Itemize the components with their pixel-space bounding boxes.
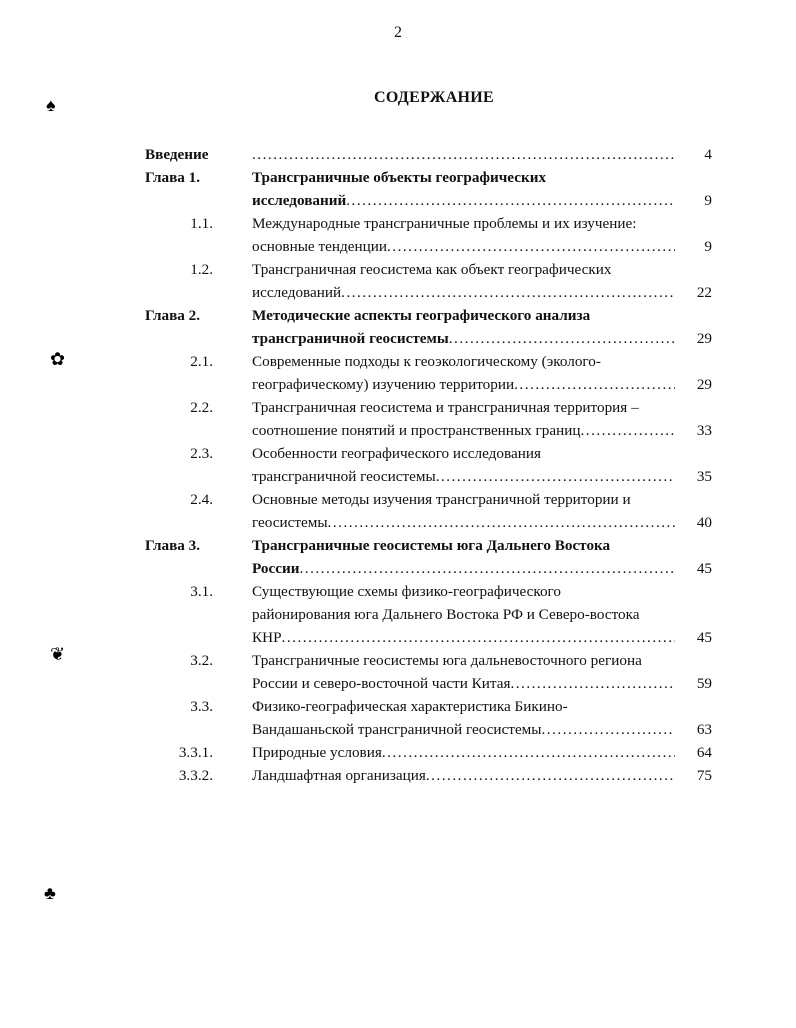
toc-page-number: 64 xyxy=(696,744,712,761)
toc-page-number: 40 xyxy=(696,514,712,531)
toc-entry-title: России xyxy=(252,560,300,577)
dot-leader xyxy=(328,511,675,534)
toc-page-number: 9 xyxy=(704,238,712,255)
toc-entry-title: Вандашаньской трансграничной геосистемы xyxy=(252,721,542,738)
toc-section-entry xyxy=(0,396,796,442)
dot-leader xyxy=(542,718,676,741)
toc-page-number: 33 xyxy=(696,422,712,439)
toc-page-number: 9 xyxy=(704,192,712,209)
toc-section-entry xyxy=(0,580,796,649)
toc-entry-title: географическому) изучению территории xyxy=(252,376,515,393)
toc-section-entry xyxy=(0,488,796,534)
toc-page-number: 75 xyxy=(696,767,712,784)
toc-page-number: 29 xyxy=(696,330,712,347)
toc-entry-number: 3.1. xyxy=(190,583,213,600)
toc-entry-title: исследований xyxy=(252,192,347,209)
toc-section-entry xyxy=(0,442,796,488)
scan-mark-icon: ✿ xyxy=(50,349,66,369)
scan-mark-icon: ♠ xyxy=(46,95,56,115)
toc-entry-title: Существующие схемы физико-географического xyxy=(252,583,561,600)
dot-leader xyxy=(299,557,675,580)
page-title: СОДЕРЖАНИЕ xyxy=(373,89,495,106)
toc-entry-number: 3.3. xyxy=(190,698,213,715)
toc-entry-number: Глава 1. xyxy=(145,169,201,186)
toc-entry-number: 2.1. xyxy=(190,353,213,370)
dot-leader xyxy=(510,672,675,695)
toc-entry-title: Физико-географическая характеристика Бикино- xyxy=(252,698,568,715)
toc-entry-title: Международные трансграничные проблемы и их изучение: xyxy=(252,215,637,232)
toc-entry-number: 3.3.1. xyxy=(178,744,213,761)
dot-leader xyxy=(514,373,675,396)
toc-section-entry xyxy=(0,350,796,396)
toc-chapter-entry xyxy=(0,143,796,166)
toc-section-entry xyxy=(0,649,796,695)
toc-entry-title: исследований xyxy=(252,284,342,301)
page-number: 2 xyxy=(394,24,402,41)
dot-leader xyxy=(346,189,675,212)
toc-entry-title: Ландшафтная организация xyxy=(252,767,426,784)
toc-entry-number: Глава 2. xyxy=(145,307,201,324)
toc-section-entry xyxy=(0,258,796,304)
dot-leader xyxy=(580,419,675,442)
toc-chapter-entry xyxy=(0,166,796,212)
toc-entry-number: 2.2. xyxy=(190,399,213,416)
table-of-contents xyxy=(0,143,796,787)
toc-entry-number: 2.4. xyxy=(190,491,213,508)
toc-entry-title: трансграничной геосистемы xyxy=(252,468,436,485)
toc-entry-title: России и северо-восточной части Китая xyxy=(252,675,511,692)
toc-entry-title: трансграничной геосистемы xyxy=(252,330,449,347)
toc-page-number: 59 xyxy=(696,675,712,692)
toc-page-number: 63 xyxy=(696,721,712,738)
toc-entry-title: Природные условия xyxy=(252,744,382,761)
dot-leader xyxy=(252,143,675,166)
toc-entry-title: Трансграничные геосистемы юга Дальнего Востока xyxy=(252,537,611,554)
toc-entry-number: 3.3.2. xyxy=(178,767,213,784)
dot-leader xyxy=(282,626,675,649)
toc-entry-number: Глава 3. xyxy=(145,537,201,554)
scan-mark-icon: ❦ xyxy=(50,644,66,664)
dot-leader xyxy=(449,327,675,350)
toc-page-number: 29 xyxy=(696,376,712,393)
toc-entry-title: Трансграничные объекты географических xyxy=(252,169,547,186)
toc-page-number: 45 xyxy=(696,560,712,577)
toc-section-entry xyxy=(0,764,796,787)
toc-entry-number: 2.3. xyxy=(190,445,213,462)
toc-entry-title: Трансграничная геосистема как объект географических xyxy=(252,261,612,278)
toc-entry-title: геосистемы xyxy=(252,514,328,531)
toc-entry-number: 1.2. xyxy=(190,261,213,278)
toc-entry-title: Трансграничная геосистема и трансграничная территория – xyxy=(252,399,639,416)
toc-entry-number: Введение xyxy=(145,146,209,163)
toc-section-entry xyxy=(0,212,796,258)
dot-leader xyxy=(382,741,675,764)
toc-entry-title: КНР xyxy=(252,629,282,646)
toc-entry-title: Современные подходы к геоэкологическому (эколого- xyxy=(252,353,601,370)
toc-entry-number: 1.1. xyxy=(190,215,213,232)
toc-entry-title: Основные методы изучения трансграничной территории и xyxy=(252,491,631,508)
toc-entry-title: Особенности географического исследования xyxy=(252,445,541,462)
dot-leader xyxy=(387,235,675,258)
toc-chapter-entry xyxy=(0,534,796,580)
toc-entry-title: Трансграничные геосистемы юга дальневосточного региона xyxy=(252,652,642,669)
toc-entry-number: 3.2. xyxy=(190,652,213,669)
toc-entry-title: Методические аспекты географического анализа xyxy=(252,307,591,324)
toc-page-number: 45 xyxy=(696,629,712,646)
toc-page-number: 4 xyxy=(704,146,712,163)
dot-leader xyxy=(341,281,675,304)
dot-leader xyxy=(426,764,675,787)
toc-entry-title: районирования юга Дальнего Востока РФ и Северо-востока xyxy=(252,606,640,623)
dot-leader xyxy=(436,465,675,488)
toc-section-entry xyxy=(0,741,796,764)
toc-entry-title: основные тенденции xyxy=(252,238,387,255)
toc-entry-title: соотношение понятий и пространственных границ xyxy=(252,422,581,439)
toc-chapter-entry xyxy=(0,304,796,350)
toc-section-entry xyxy=(0,695,796,741)
toc-page-number: 22 xyxy=(696,284,712,301)
toc-page-number: 35 xyxy=(696,468,712,485)
scan-mark-icon: ♣ xyxy=(44,883,56,903)
